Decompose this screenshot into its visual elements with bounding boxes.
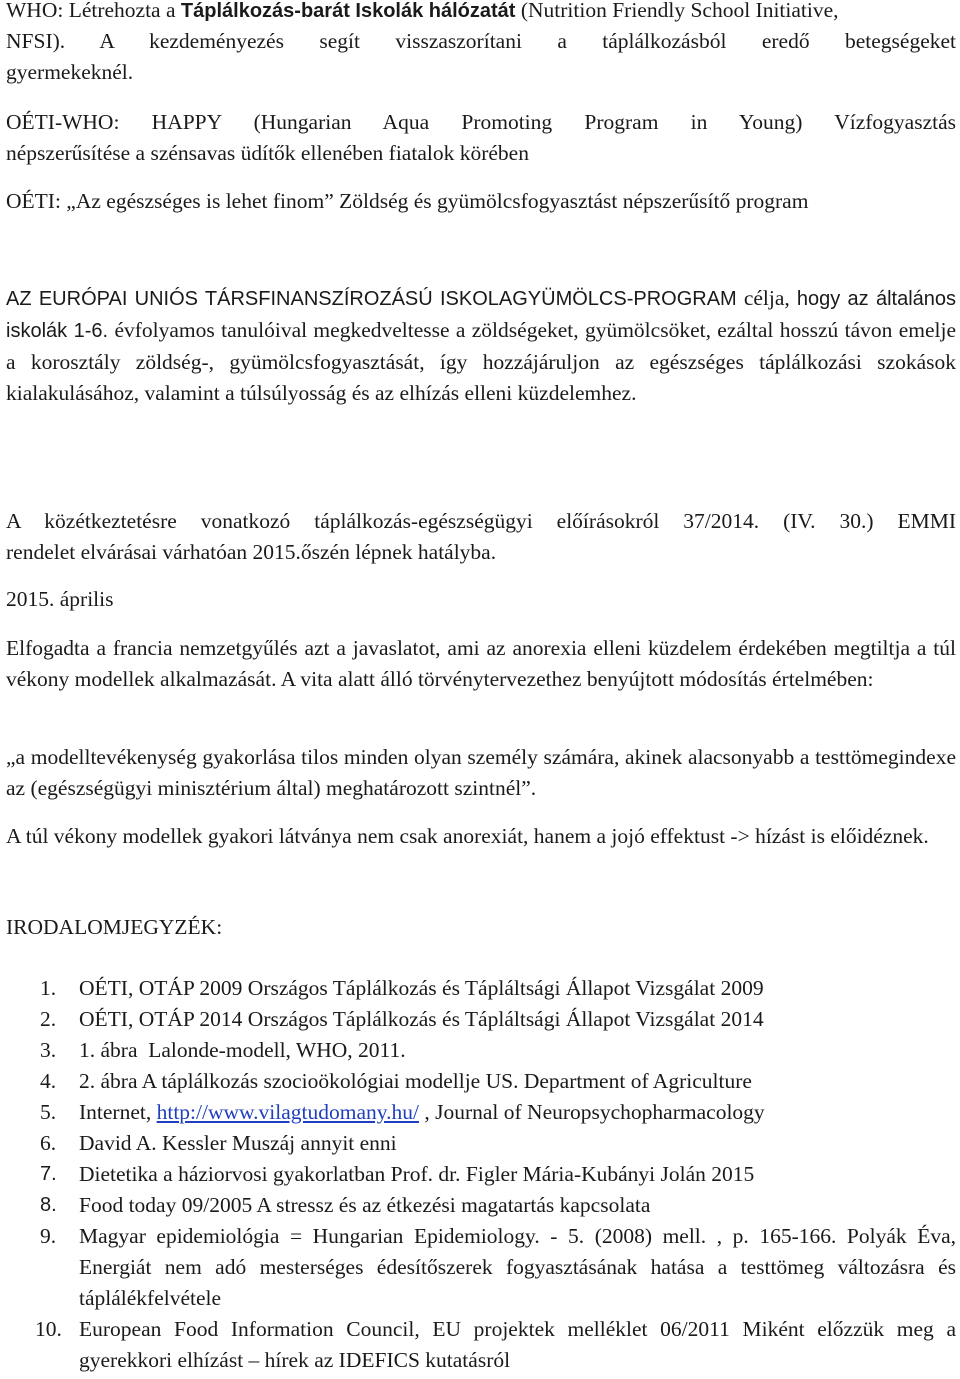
list-item-number: 10. (35, 1317, 62, 1341)
list-item-number: 7. (40, 1163, 57, 1185)
list-item (0, 1221, 956, 1314)
list-item-number: 4. (40, 1069, 57, 1093)
happy-line-2: népszerűsítése a szénsavas üdítők ellenében fiatalok körében (6, 141, 529, 165)
regulation-line-1: A közétkeztetésre vonatkozó táplálkozás-egészségügyi előírásokról 37/2014. (IV. 30.) EMMI (6, 509, 956, 533)
list-item (0, 1097, 956, 1128)
list-item-text: Food today 09/2005 A stressz és az étkezési magatartás kapcsolata (79, 1193, 651, 1217)
who-suffix: (Nutrition Friendly School Initiative, (515, 0, 839, 22)
vilagtudomany-link[interactable]: http://www.vilagtudomany.hu/ (156, 1100, 419, 1124)
list-item (0, 1066, 956, 1097)
list-item-text: European Food Information Council, EU projektek melléklet 06/2011 Miként előzzük meg a gyerekkori elhízást – hírek az IDEFICS kutatásról (79, 1317, 956, 1372)
list-item-number: 5. (40, 1100, 57, 1124)
quote-paragraph: „a modelltevékenység gyakorlása tilos minden olyan személy számára, akinek alacsonyabb a testtömegindexe az (egészségügyi minisztérium által) meghatározott szintnél”. (6, 745, 956, 800)
france-paragraph: Elfogadta a francia nemzetgyűlés azt a javaslatot, ami az anorexia elleni küzdelem érdekében megtiltja a túl vékony modellek alkalmazását. A vita alatt álló törvénytervezethez benyújtott módosítás értelmében: (6, 636, 956, 691)
list-item (0, 1190, 956, 1221)
bibliography-list (0, 973, 956, 1376)
models-paragraph: A túl vékony modellek gyakori látványa nem csak anorexiát, hanem a jojó effektust -> hízást is előidéznek. (6, 824, 929, 848)
list-item-text: Magyar epidemiológia = Hungarian Epidemiology. - 5. (2008) mell. , p. 165-166. Polyák Éva, Energiát nem adó mesterséges édesítőszerek fogyasztásának hatása a testtömeg változásra és táplálékfelvétele (79, 1224, 956, 1310)
who-line-2: NFSI). A kezdeményezés segít visszaszorítani a táplálkozásból eredő betegségeket (6, 29, 956, 53)
eu-program-title-tail: célja, (736, 286, 790, 310)
list-item-text: 1. ábra Lalonde-modell, WHO, 2011. (79, 1038, 406, 1062)
list-item-text: OÉTI, OTÁP 2009 Országos Táplálkozás és Tápláltsági Állapot Vizsgálat 2009 (79, 976, 764, 1000)
date-line: 2015. április (6, 587, 114, 611)
list-item-number: 6. (40, 1131, 57, 1155)
happy-line-1: OÉTI-WHO: HAPPY (Hungarian Aqua Promoting Program in Young) Vízfogyasztás (6, 110, 956, 134)
who-bold-name: Táplálkozás-barát Iskolák hálózatát (180, 0, 516, 22)
list-item-text: 2. ábra A táplálkozás szocioökológiai modellje US. Department of Agriculture (79, 1069, 752, 1093)
eu-program-body: évfolyamos tanulóival megkedveltesse a zöldségeket, gyümölcsöket, ezáltal hosszú távon emelje a korosztály zöldség-, gyümölcsfogyasztását, így hozzájáruljon az egészséges táplálkozási szokások kialakulásához, valamint a túlsúlyosság és az elhízás elleni küzdelemhez. (6, 318, 956, 405)
who-line-1 (6, 0, 839, 27)
bibliography-heading: IRODALOMJEGYZÉK: (6, 915, 223, 939)
list-item-text-after: , Journal of Neuropsychopharmacology (418, 1100, 765, 1124)
list-item-number: 8. (40, 1194, 57, 1216)
list-item-number: 3. (40, 1038, 57, 1062)
list-item-text-before: Internet, (79, 1100, 157, 1124)
list-item-number: 9. (40, 1224, 57, 1248)
list-item-text: David A. Kessler Muszáj annyit enni (79, 1131, 397, 1155)
list-item (0, 1314, 956, 1376)
eu-program-paragraph (6, 283, 956, 409)
list-item (0, 1035, 956, 1066)
list-item-text (79, 1097, 956, 1128)
list-item-number: 2. (40, 1007, 57, 1031)
regulation-line-2: rendelet elvárásai várhatóan 2015.őszén lépnek hatályba. (6, 540, 497, 564)
eu-program-sans-2: hogy az általános iskolák 1-6. (6, 288, 957, 342)
list-item (0, 1128, 956, 1159)
list-item (0, 1159, 956, 1190)
who-prefix: WHO: Létrehozta a (6, 0, 181, 22)
list-item-text: Dietetika a háziorvosi gyakorlatban Prof. dr. Figler Mária-Kubányi Jolán 2015 (79, 1162, 755, 1186)
list-item (0, 973, 956, 1004)
oeti-program: OÉTI: „Az egészséges is lehet finom” Zöldség és gyümölcsfogyasztást népszerűsítő program (6, 189, 809, 213)
list-item (0, 1004, 956, 1035)
list-item-number: 1. (40, 976, 57, 1000)
who-line-3: gyermekeknél. (6, 60, 134, 84)
eu-program-title: AZ EURÓPAI UNIÓS TÁRSFINANSZÍROZÁSÚ ISKOLAGYÜMÖLCS-PROGRAM (6, 288, 737, 310)
list-item-text: OÉTI, OTÁP 2014 Országos Táplálkozás és Tápláltsági Állapot Vizsgálat 2014 (79, 1007, 764, 1031)
